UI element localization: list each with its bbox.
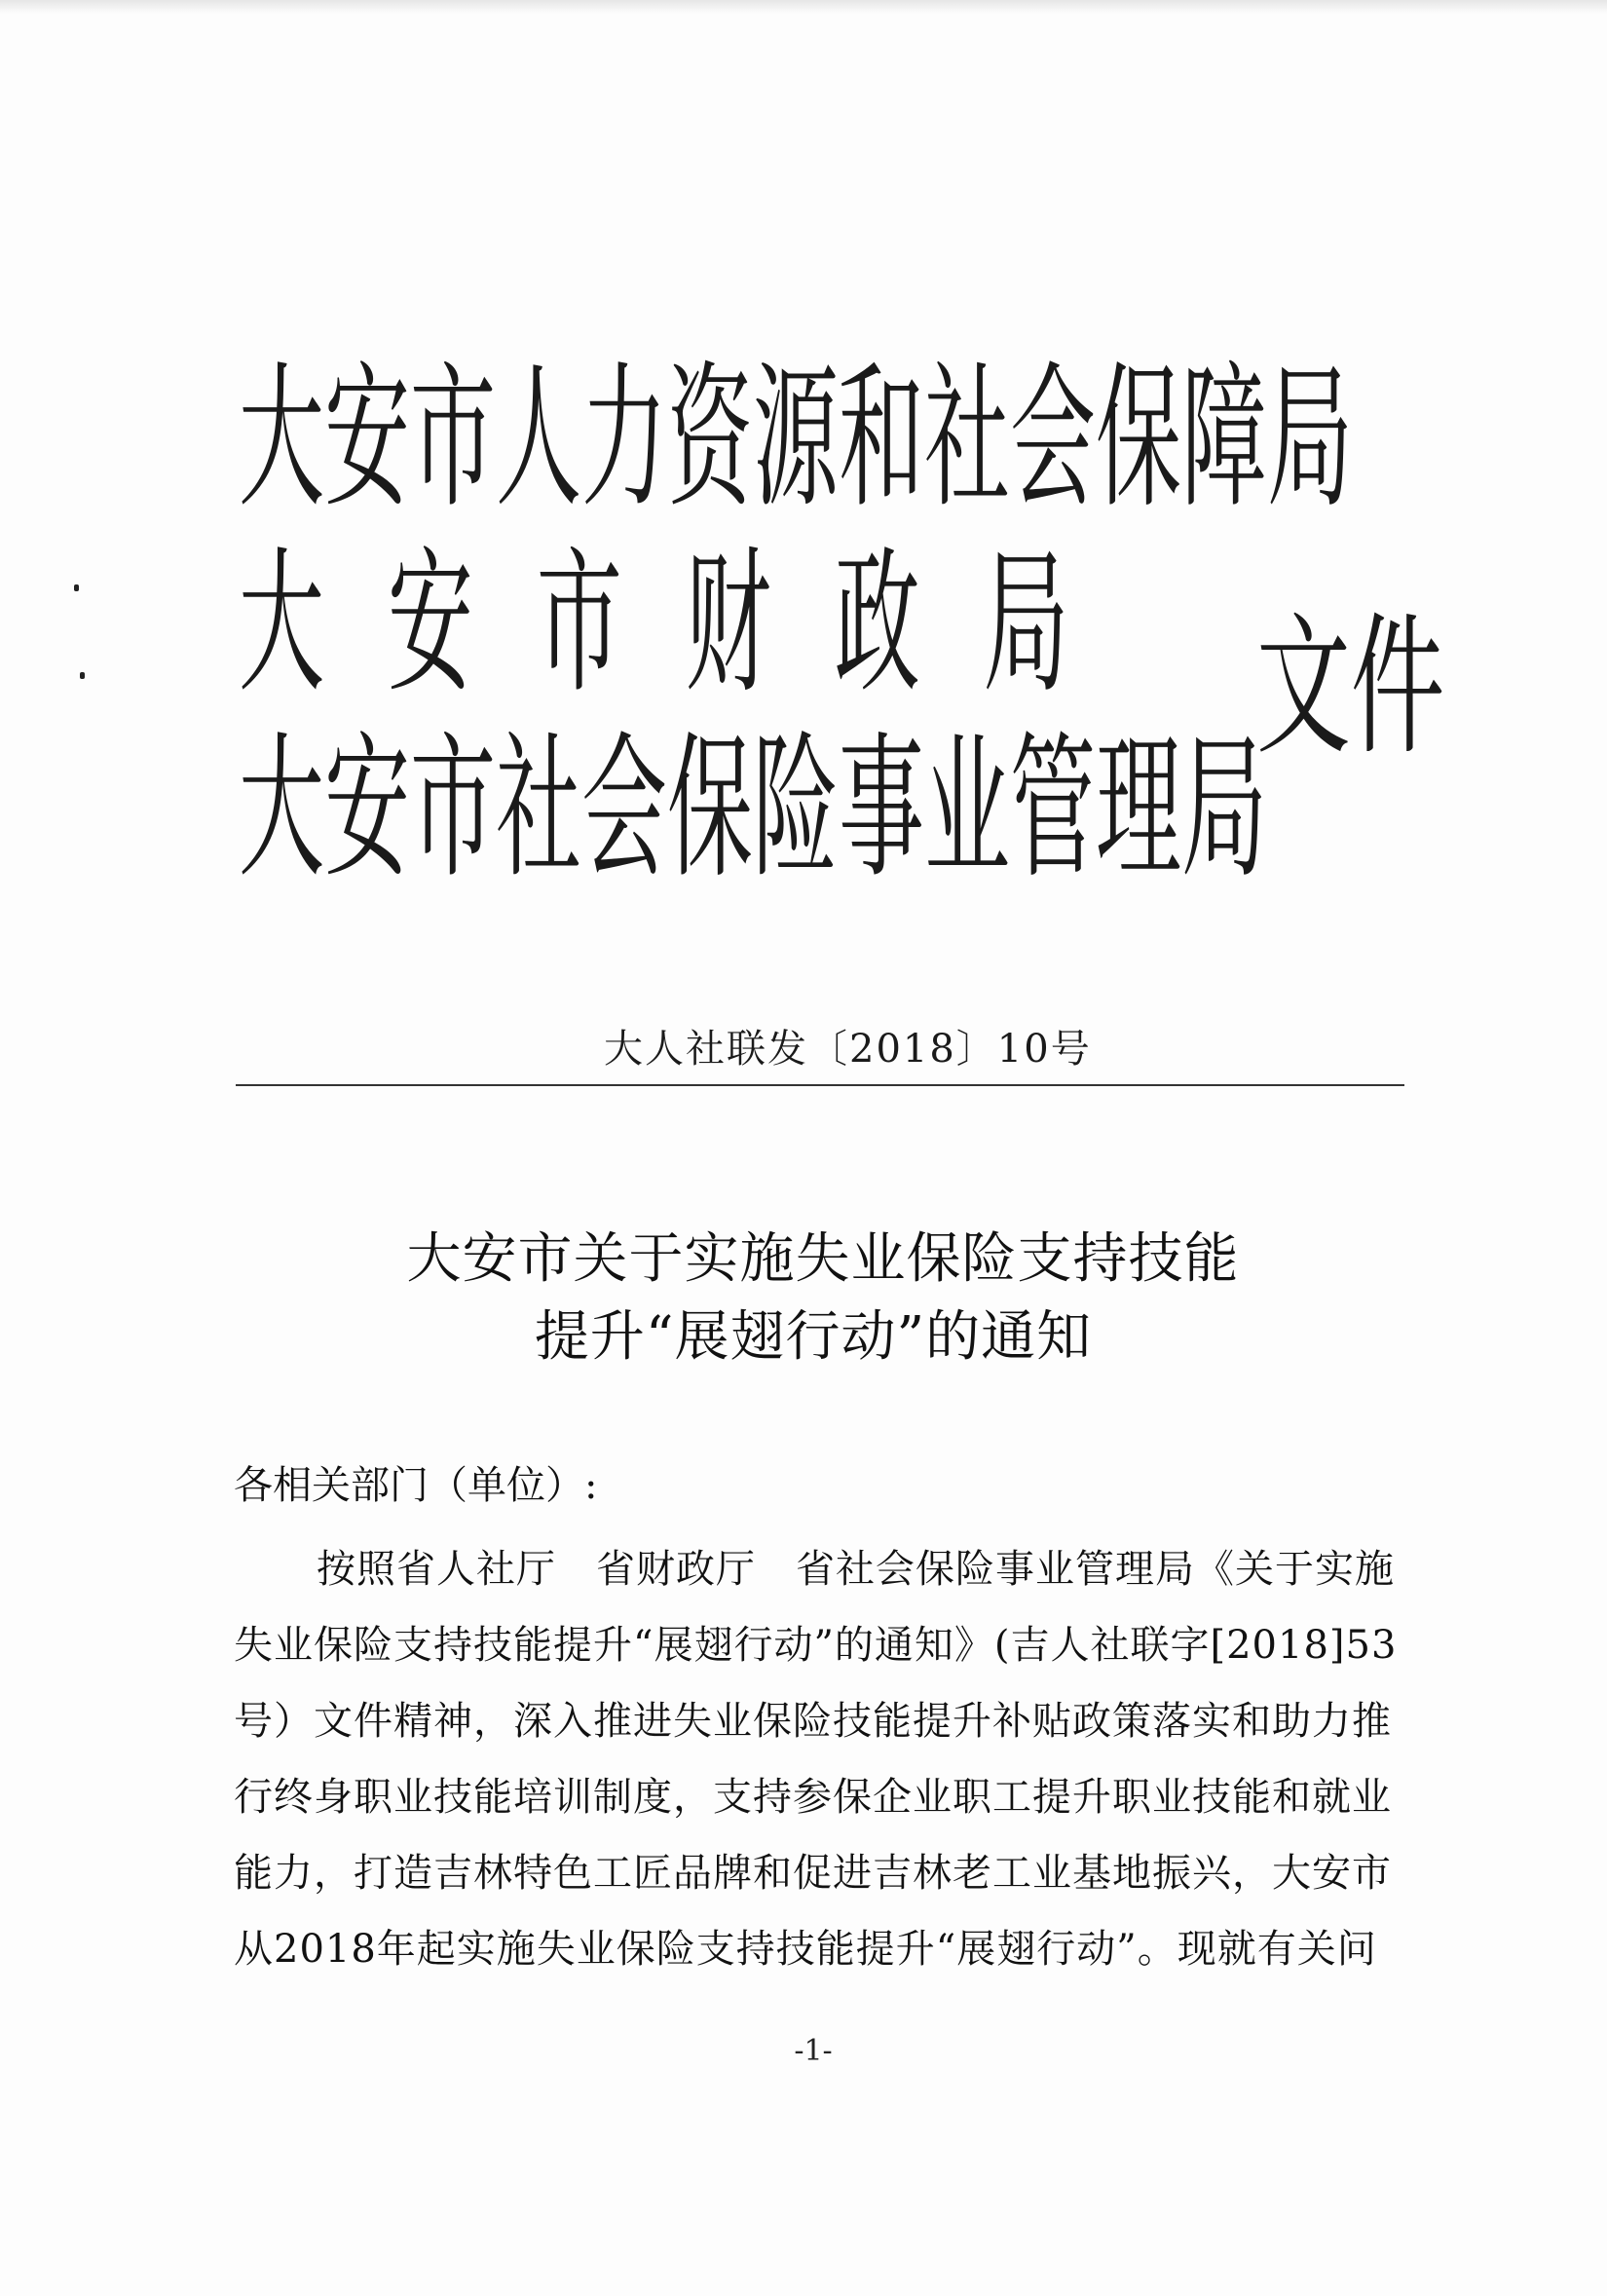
notice-title-line-1: 大安市关于实施失业保险支持技能 bbox=[406, 1227, 1240, 1291]
body-paragraph-line: 能力，打造吉林特色工匠品牌和促进吉林老工业基地振兴，大安市 bbox=[234, 1851, 1392, 1896]
document-type-label: 文件 bbox=[1256, 598, 1445, 775]
page-number: -1- bbox=[794, 2034, 833, 2068]
document-number: 大人社联发〔2018〕10号 bbox=[604, 1027, 1092, 1072]
notice-title-line-2: 提升“展翅行动”的通知 bbox=[534, 1305, 1093, 1369]
scan-speck bbox=[80, 672, 85, 679]
issuer-finance-bureau: 大安市财政局 bbox=[239, 532, 1133, 714]
issuer-social-insurance-bureau: 大安市社会保险事业管理局 bbox=[239, 717, 1268, 899]
body-paragraph-line: 失业保险支持技能提升“展翅行动”的通知》(吉人社联字[2018]53 bbox=[234, 1623, 1398, 1668]
issuer-hr-social-security-bureau: 大安市人力资源和社会保障局 bbox=[239, 347, 1354, 529]
header-divider bbox=[236, 1084, 1404, 1086]
body-paragraph-line: 号）文件精神，深入推进失业保险技能提升补贴政策落实和助力推 bbox=[234, 1699, 1392, 1744]
body-paragraph-line: 从2018年起实施失业保险支持技能提升“展翅行动”。现就有关问 bbox=[234, 1927, 1377, 1972]
scan-edge-shadow bbox=[0, 0, 1607, 14]
body-paragraph-line: 行终身职业技能培训制度，支持参保企业职工提升职业技能和就业 bbox=[234, 1775, 1392, 1820]
salutation: 各相关部门（单位）: bbox=[234, 1463, 598, 1508]
scan-speck bbox=[74, 584, 79, 591]
body-paragraph-line: 按照省人社厅 省财政厅 省社会保险事业管理局《关于实施 bbox=[317, 1547, 1395, 1592]
